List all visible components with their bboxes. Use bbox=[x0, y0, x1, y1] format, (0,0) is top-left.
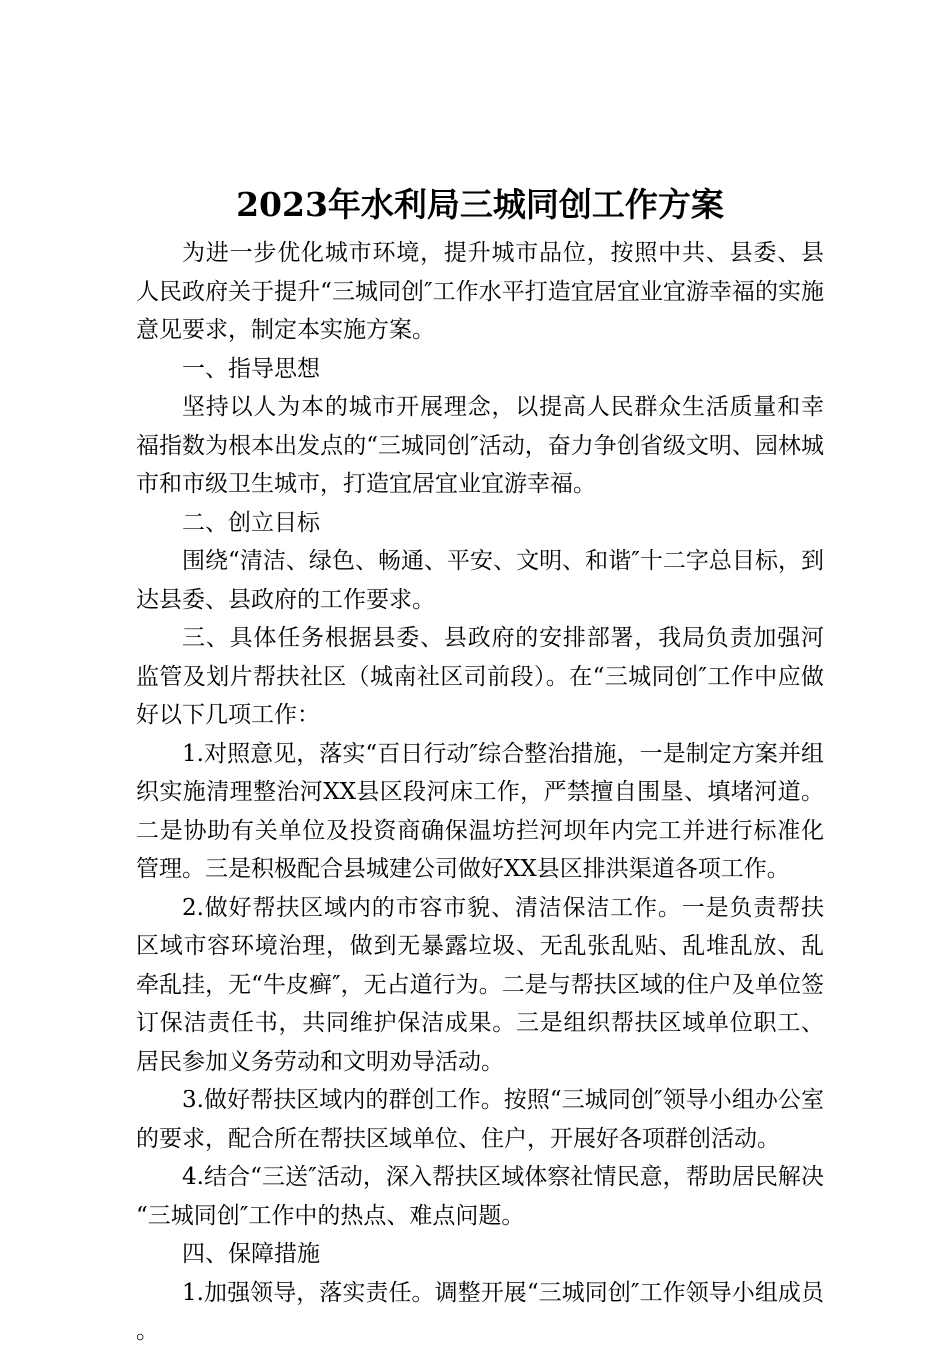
document-title: 2023年水利局三城同创工作方案 bbox=[236, 185, 724, 224]
safeguard-item-1: 1.加强领导，落实责任。调整开展“三城同创″工作领导小组成员。 bbox=[136, 1279, 824, 1344]
intro-paragraph: 为进一步优化城市环境，提升城市品位，按照中共、县委、县人民政府关于提升“三城同创″工作水平打造宜居宜业宜游幸福的实施意见要求，制定本实施方案。 bbox=[136, 240, 824, 343]
section-heading-safeguards: 四、保障措施 bbox=[182, 1241, 320, 1267]
section-heading-goals: 二、创立目标 bbox=[182, 509, 320, 536]
document-page bbox=[136, 180, 824, 1351]
guiding-ideology-paragraph: 坚持以人为本的城市开展理念，以提高人民群众生活质量和幸福指数为根本出发点的“三城同创″活动，奋力争创省级文明、园林城市和市级卫生城市，打造宜居宜业宜游幸福。 bbox=[136, 394, 824, 497]
task-item-2: 2.做好帮扶区域内的市容市貌、清洁保洁工作。一是负责帮扶区域市容环境治理，做到无暴露垃圾、无乱张乱贴、乱堆乱放、乱牵乱挂，无“牛皮癣″，无占道行为。二是与帮扶区域的住户及单位签订保洁责任书，共同维护保洁成果。三是组织帮扶区域单位职工、居民参加义务劳动和文明劝导活动。 bbox=[136, 894, 824, 1075]
goals-paragraph: 围绕“清洁、绿色、畅通、平安、文明、和谐″十二字总目标，到达县委、县政府的工作要求。 bbox=[136, 548, 824, 613]
task-item-3: 3.做好帮扶区域内的群创工作。按照“三城同创″领导小组办公室的要求，配合所在帮扶区域单位、住户，开展好各项群创活动。 bbox=[136, 1087, 824, 1152]
tasks-paragraph: 三、具体任务根据县委、县政府的安排部署，我局负责加强河监管及划片帮扶社区（城南社区司前段）。在“三城同创″工作中应做好以下几项工作： bbox=[136, 625, 824, 728]
section-heading-guiding-ideology: 一、指导思想 bbox=[182, 355, 320, 382]
task-item-1: 1.对照意见，落实“百日行动″综合整治措施，一是制定方案并组织实施清理整治河XX县区段河床工作，严禁擅自围垦、填堵河道。二是协助有关单位及投资商确保温坊拦河坝年内完工并进行标准化管理。三是积极配合县城建公司做好XX县区排洪渠道各项工作。 bbox=[136, 740, 824, 882]
task-item-4: 4.结合“三送″活动，深入帮扶区域体察社情民意，帮助居民解决“三城同创″工作中的热点、难点问题。 bbox=[136, 1164, 824, 1229]
